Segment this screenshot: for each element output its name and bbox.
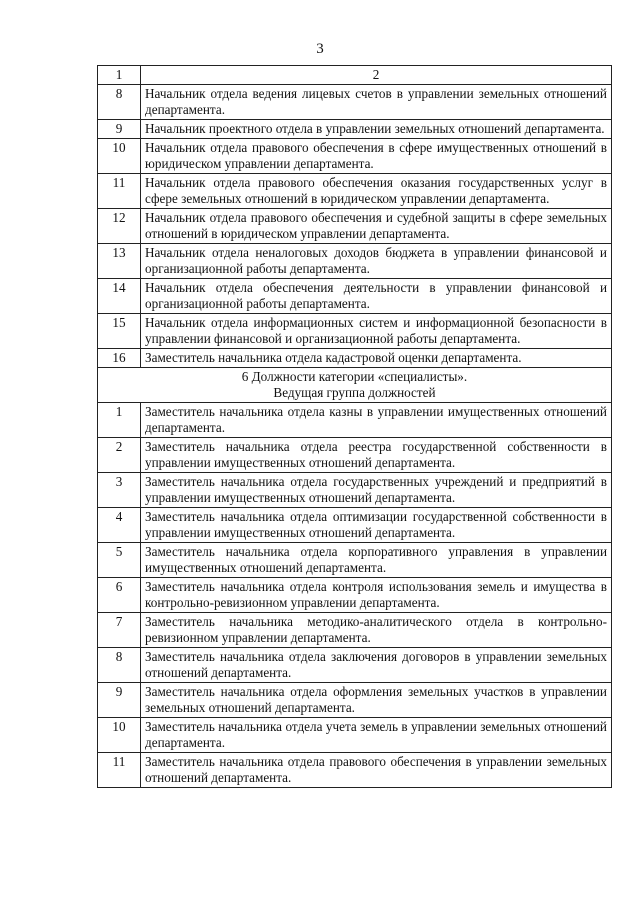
row-position: Начальник отдела информационных систем и информационной безопасности в управлении финансовой и организационной работы департамента. [141, 314, 612, 349]
table-row [98, 209, 612, 244]
row-position: Заместитель начальника отдела реестра государственной собственности в управлении имущественных отношений департамента. [141, 438, 612, 473]
table-row [98, 314, 612, 349]
page-number: 3 [316, 41, 324, 57]
row-position: Заместитель начальника отдела оптимизации государственной собственности в управлении имущественных отношений департамента. [141, 508, 612, 543]
table-row [98, 648, 612, 683]
row-position: Начальник отдела ведения лицевых счетов в управлении земельных отношений департамента. [141, 85, 612, 120]
row-number: 8 [98, 648, 141, 683]
row-number: 7 [98, 613, 141, 648]
row-position: Начальник отдела неналоговых доходов бюджета в управлении финансовой и организационной работы департамента. [141, 244, 612, 279]
row-number: 6 [98, 578, 141, 613]
table-row [98, 543, 612, 578]
row-number: 14 [98, 279, 141, 314]
table-row [98, 508, 612, 543]
row-position: Заместитель начальника отдела корпоративного управления в управлении имущественных отношений департамента. [141, 543, 612, 578]
row-position: Начальник отдела правового обеспечения в сфере имущественных отношений в юридическом управлении департамента. [141, 139, 612, 174]
table-header-row [98, 66, 612, 85]
row-number: 3 [98, 473, 141, 508]
row-number: 10 [98, 718, 141, 753]
row-number: 11 [98, 753, 141, 788]
positions-table [97, 65, 612, 788]
table-row [98, 120, 612, 139]
table-row [98, 753, 612, 788]
row-position: Начальник проектного отдела в управлении земельных отношений департамента. [141, 120, 612, 139]
row-number: 10 [98, 139, 141, 174]
row-position: Заместитель начальника отдела кадастровой оценки департамента. [141, 349, 612, 368]
row-position: Заместитель начальника методико-аналитического отдела в контрольно-ревизионном управлении департамента. [141, 613, 612, 648]
row-position: Заместитель начальника отдела учета земель в управлении земельных отношений департамента. [141, 718, 612, 753]
row-position: Заместитель начальника отдела казны в управлении имущественных отношений департамента. [141, 403, 612, 438]
table-row [98, 438, 612, 473]
row-number: 13 [98, 244, 141, 279]
row-number: 5 [98, 543, 141, 578]
row-number: 4 [98, 508, 141, 543]
row-number: 9 [98, 683, 141, 718]
table-row [98, 174, 612, 209]
section-header [98, 368, 612, 403]
table-row [98, 244, 612, 279]
table-row [98, 279, 612, 314]
row-number: 8 [98, 85, 141, 120]
row-position: Заместитель начальника отдела заключения договоров в управлении земельных отношений департамента. [141, 648, 612, 683]
row-position: Начальник отдела правового обеспечения и судебной защиты в сфере земельных отношений в юридическом управлении департамента. [141, 209, 612, 244]
section-subtitle: Ведущая группа должностей [273, 385, 436, 400]
row-number: 15 [98, 314, 141, 349]
table-row [98, 85, 612, 120]
row-position: Заместитель начальника отдела оформления земельных участков в управлении земельных отношений департамента. [141, 683, 612, 718]
table-row [98, 683, 612, 718]
row-number: 2 [98, 438, 141, 473]
table-row [98, 578, 612, 613]
section-title: 6 Должности категории «специалисты». [241, 369, 468, 384]
table-row [98, 403, 612, 438]
row-position: Заместитель начальника отдела правового обеспечения в управлении земельных отношений департамента. [141, 753, 612, 788]
row-position: Начальник отдела обеспечения деятельности в управлении финансовой и организационной работы департамента. [141, 279, 612, 314]
row-position: Начальник отдела правового обеспечения оказания государственных услуг в сфере земельных отношений в юридическом управлении департамента. [141, 174, 612, 209]
row-position: Заместитель начальника отдела государственных учреждений и предприятий в управлении имущественных отношений департамента. [141, 473, 612, 508]
row-number: 1 [98, 403, 141, 438]
row-number: 9 [98, 120, 141, 139]
table-row [98, 139, 612, 174]
column-header-position: 2 [141, 66, 612, 85]
table-row [98, 473, 612, 508]
row-number: 16 [98, 349, 141, 368]
table-row [98, 349, 612, 368]
row-position: Заместитель начальника отдела контроля использования земель и имущества в контрольно-ревизионном управлении департамента. [141, 578, 612, 613]
section-header-row [98, 368, 612, 403]
table-row [98, 613, 612, 648]
row-number: 12 [98, 209, 141, 244]
column-header-number: 1 [98, 66, 141, 85]
row-number: 11 [98, 174, 141, 209]
table-row [98, 718, 612, 753]
